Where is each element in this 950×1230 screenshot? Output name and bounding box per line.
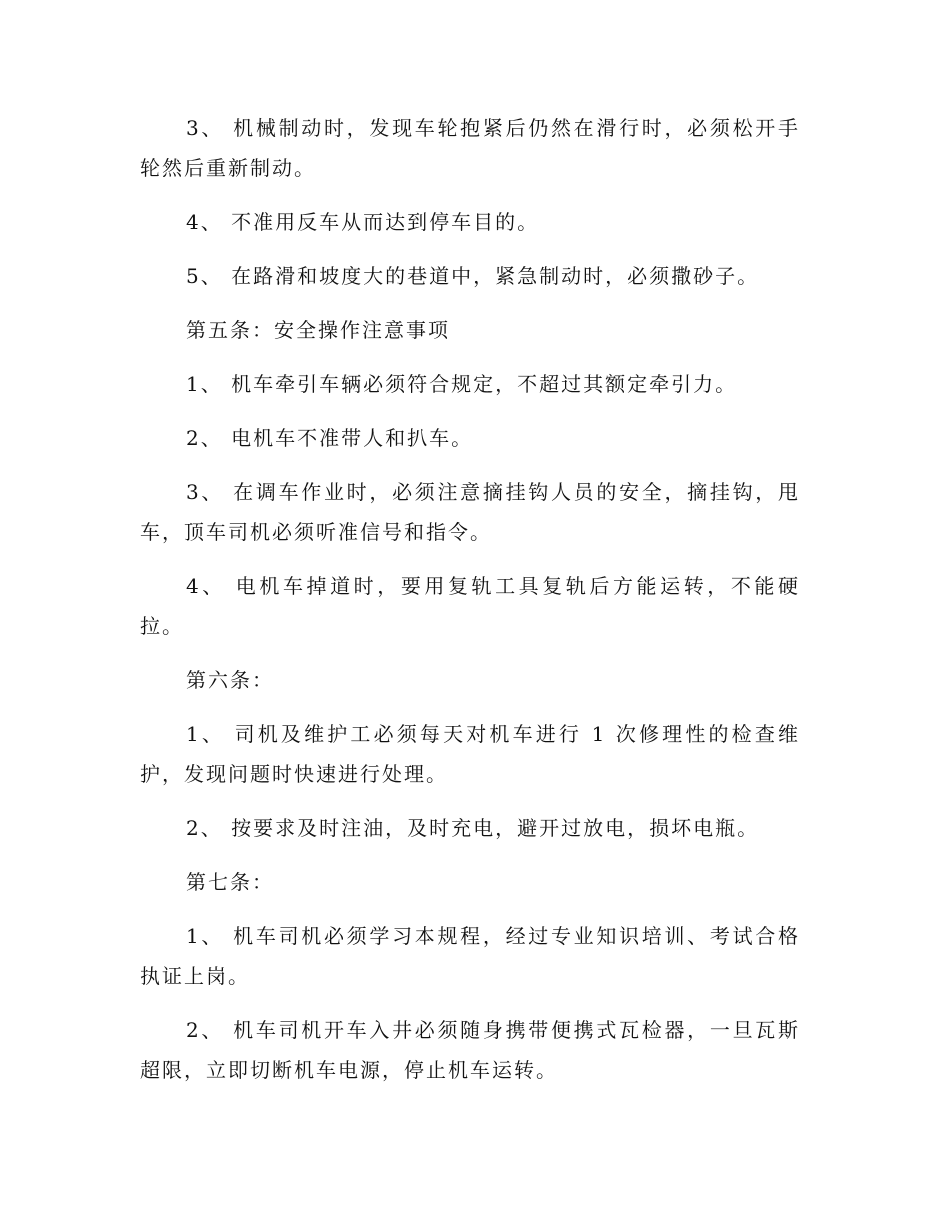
paragraph-item-2-no-passengers: 2、 电机车不准带人和扒车。 xyxy=(186,426,474,450)
section-heading-article-5: 第五条：安全操作注意事项 xyxy=(186,318,450,342)
paragraph-item-4-derailment: 4、 电机车掉道时，要用复轨工具复轨后方能运转，不能硬拉。 xyxy=(140,574,800,638)
document-body xyxy=(140,108,800,1090)
section-heading-article-7: 第七条： xyxy=(186,870,274,894)
paragraph-item-2-gas-detector: 2、 机车司机开车入井必须随身携带便携式瓦检器，一旦瓦斯超限，立即切断机车电源，停止机车运转。 xyxy=(140,1018,800,1082)
paragraph-item-4-no-reverse: 4、 不准用反车从而达到停车目的。 xyxy=(186,210,540,234)
paragraph-item-1-traction: 1、 机车牵引车辆必须符合规定，不超过其额定牵引力。 xyxy=(186,372,738,396)
section-heading-article-6: 第六条： xyxy=(186,668,274,692)
paragraph-item-3-braking: 3、 机械制动时，发现车轮抱紧后仍然在滑行时，必须松开手轮然后重新制动。 xyxy=(140,116,800,180)
paragraph-item-3-shunting: 3、 在调车作业时，必须注意摘挂钩人员的安全，摘挂钩，甩车，顶车司机必须听准信号和指令。 xyxy=(140,480,800,544)
paragraph-item-1-training: 1、 机车司机必须学习本规程，经过专业知识培训、考试合格执证上岗。 xyxy=(140,924,800,988)
paragraph-item-1-daily-inspection: 1、 司机及维护工必须每天对机车进行 1 次修理性的检查维护，发现问题时快速进行处理。 xyxy=(140,722,800,786)
paragraph-item-2-oil-charging: 2、 按要求及时注油，及时充电，避开过放电，损坏电瓶。 xyxy=(186,816,760,840)
paragraph-item-5-sand: 5、 在路滑和坡度大的巷道中，紧急制动时，必须撒砂子。 xyxy=(186,264,760,288)
